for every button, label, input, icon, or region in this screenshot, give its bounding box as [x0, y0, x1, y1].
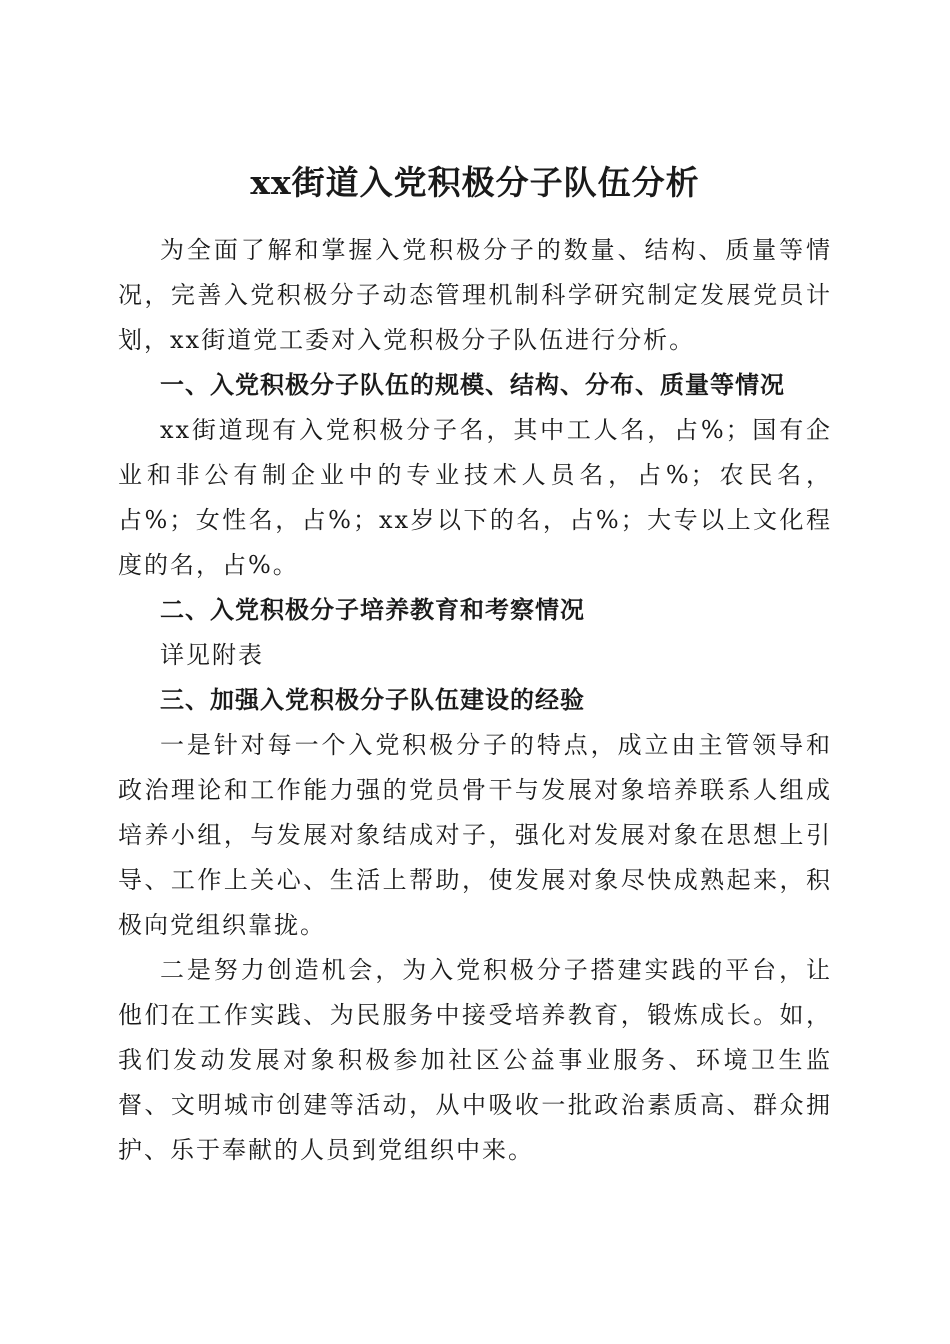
section-3-paragraph-1: 一是针对每一个入党积极分子的特点，成立由主管领导和政治理论和工作能力强的党员骨干与发展对象培养联系人组成培养小组，与发展对象结成对子，强化对发展对象在思想上引导、工作上关心、生活上帮助，使发展对象尽快成熟起来，积极向党组织靠拢。 — [118, 731, 832, 939]
document-title: xx街道入党积极分子队伍分析 — [250, 163, 700, 203]
section-1-heading: 一、入党积极分子队伍的规模、结构、分布、质量等情况 — [160, 371, 785, 399]
section-1-paragraph: xx街道现有入党积极分子名，其中工人名，占%；国有企业和非公有制企业中的专业技术人员名，占%；农民名，占%；女性名，占%；xx岁以下的名，占%；大专以上文化程度的名，占%。 — [118, 416, 832, 579]
section-2-heading: 二、入党积极分子培养教育和考察情况 — [160, 596, 585, 624]
intro-paragraph: 为全面了解和掌握入党积极分子的数量、结构、质量等情况，完善入党积极分子动态管理机制科学研究制定发展党员计划，xx街道党工委对入党积极分子队伍进行分析。 — [118, 236, 832, 354]
document-body — [118, 228, 832, 1173]
section-2-paragraph: 详见附表 — [160, 641, 264, 669]
section-3-paragraph-2: 二是努力创造机会，为入党积极分子搭建实践的平台，让他们在工作实践、为民服务中接受培养教育，锻炼成长。如，我们发动发展对象积极参加社区公益事业服务、环境卫生监督、文明城市创建等活动，从中吸收一批政治素质高、群众拥护、乐于奉献的人员到党组织中来。 — [118, 956, 832, 1164]
section-3-heading: 三、加强入党积极分子队伍建设的经验 — [160, 686, 585, 714]
